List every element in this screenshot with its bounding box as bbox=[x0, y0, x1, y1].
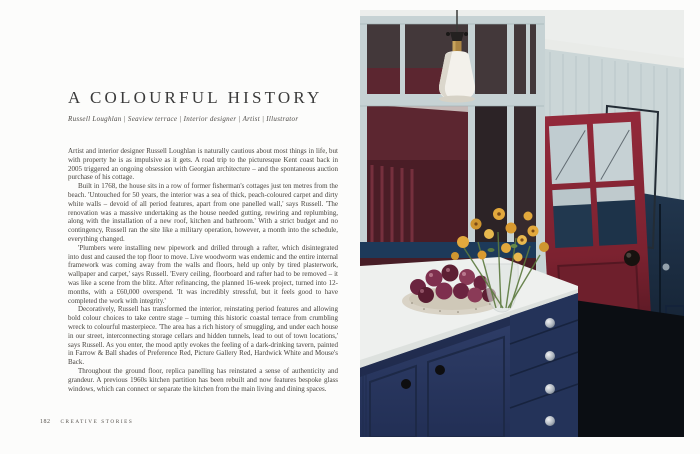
floor bbox=[574, 300, 684, 437]
body-paragraph: 'Plumbers were installing new pipework and drilled through a rafter, which disintegrated into dust and caused the top floor to move. Live woodworm was endemic and the entire internal framework was coming away from the walls and floors, held up only by tired plasterwork, wallpaper and carpet,' says Russell. 'Every ceiling, floorboard and rafter had to be removed – it was like a scene from the blitz. After refinancing, the planned 16-week project, turned into 12-months, with a £60,000 overspend. 'It was incredibly stressful, but it feels good to have completed the work with integrity.' bbox=[68, 243, 338, 305]
article bbox=[68, 88, 338, 393]
page-footer bbox=[40, 419, 133, 425]
body-paragraph: Throughout the ground floor, replica panelling has reinstated a sense of authenticity and grandeur. A previous 1960s kitchen partition has been rebuilt and now features bespoke glass windows, which can connect or separate the kitchen from the main living and dining spaces. bbox=[68, 366, 338, 393]
article-subtitle: Russell Loughlan | Seaview terrace | Interior designer | Artist | Illustrator bbox=[68, 115, 299, 123]
door-knob bbox=[663, 264, 670, 271]
page-number: 182 bbox=[40, 419, 51, 425]
body-paragraph: Built in 1768, the house sits in a row of former fisherman's cottages just ten metres from the beach. 'Untouched for 50 years, the interior was a sea of thick, peach-coloured carpet and dirty white walls – devoid of all period features, apart from one panelled wall,' says Russell. 'The renovation was a massive undertaking as the house needed gutting, rewiring and replumbing, along with the installation of a new roof, kitchen and bathroom.' With a strict budget and no contingency, Russell ran the site like a military operation, however, a month into the schedule, everything changed. bbox=[68, 182, 338, 243]
page-title: A COLOURFUL HISTORY bbox=[68, 88, 323, 107]
article-body bbox=[68, 147, 338, 393]
body-paragraph: Decoratively, Russell has transformed the interior, reinstating period features and allowing bold colour choices to take centre stage – turning this historic coastal terrace from crumbling wreck to colourful masterpiece. 'The area has a rich history of smuggling, and under each house in our street, interconnecting storage cellars and hidden tunnels, lead to out of town locations,' says Russell. As you enter, the mood aptly evokes the feeling of a dark-drinking tavern, painted in Farrow & Ball shades of Preference Red, Picture Gallery Red, Hardwick White and Mouse's Back. bbox=[68, 305, 338, 367]
kitchen-photo bbox=[360, 10, 684, 437]
body-paragraph: Artist and interior designer Russell Loughlan is naturally cautious about most things in life, but with property he is as impulsive as it gets. A road trip to the picturesque Kent coast back in 2005 triggered an ongoing obsession with Georgian architecture – and the spontaneous auction purchase of his cottage. bbox=[68, 147, 338, 182]
section-label: CREATIVE STORIES bbox=[60, 419, 134, 425]
